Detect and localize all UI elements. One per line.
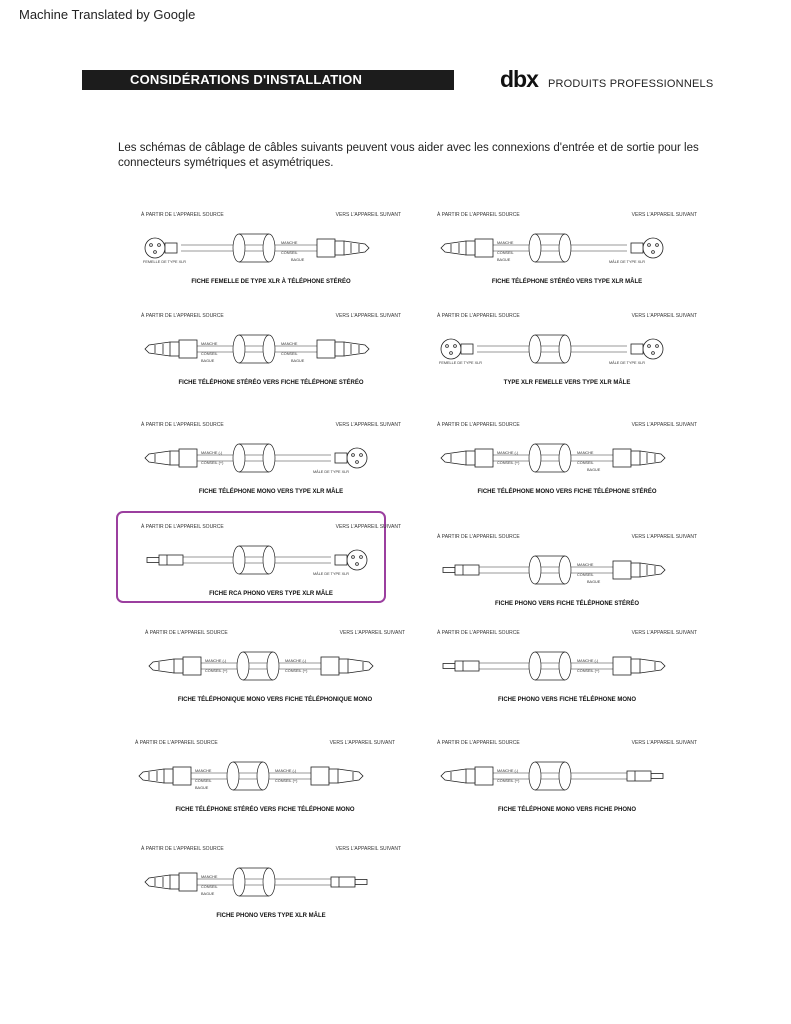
cable-shield [233,234,275,262]
ring-label: BAGUE [201,359,215,363]
destination-device-label: VERS L'APPAREIL SUIVANT [335,524,401,530]
wiring-diagram [437,313,697,395]
sleeve-label: MANCHE [201,875,218,879]
diagram-caption: FICHE TÉLÉPHONE MONO VERS TYPE XLR MÂLE [198,489,344,495]
tip-label: CONSEIL [201,352,218,356]
ring-label: BAGUE [587,580,601,584]
sleeve-label: MANCHE [281,241,298,245]
wiring-diagram [141,524,401,606]
tip-label: CONSEIL (+) [201,461,224,465]
source-device-label: À PARTIR DE L'APPAREIL SOURCE [437,534,520,540]
wiring-diagram [437,740,697,822]
wiring-diagram [141,212,401,294]
cable-shield [233,335,275,363]
cable-drawing [135,746,367,808]
cable-drawing [141,530,373,592]
trs-connector [317,340,369,358]
cable-drawing [437,746,669,808]
cable-shield [233,444,275,472]
source-device-label: À PARTIR DE L'APPAREIL SOURCE [141,212,224,218]
source-device-label: À PARTIR DE L'APPAREIL SOURCE [437,313,520,319]
xlr-connector [631,238,663,258]
destination-device-label: VERS L'APPAREIL SUIVANT [335,846,401,852]
diagram-caption: FICHE RCA PHONO VERS TYPE XLR MÂLE [209,591,333,597]
tip-label: CONSEIL [577,573,594,577]
sleeve-label: MANCHE [577,451,594,455]
source-device-label: À PARTIR DE L'APPAREIL SOURCE [141,313,224,319]
tip-label: CONSEIL [577,461,594,465]
right-connector-note: MÂLE DE TYPE XLR [609,361,646,365]
destination-device-label: VERS L'APPAREIL SUIVANT [631,740,697,746]
wiring-diagram [145,630,405,712]
cable-shield [233,546,275,574]
wiring-diagram [141,422,401,504]
diagram-caption: FICHE TÉLÉPHONE STÉRÉO VERS TYPE XLR MÂLE [491,279,643,285]
trs-connector [145,340,197,358]
trs-connector [145,873,197,891]
destination-device-label: VERS L'APPAREIL SUIVANT [631,313,697,319]
destination-device-label: VERS L'APPAREIL SUIVANT [631,212,697,218]
rca-connector [147,555,183,565]
sleeve-label: MANCHE (-) [497,451,519,455]
diagram-caption: FICHE TÉLÉPHONE STÉRÉO VERS FICHE TÉLÉPHONE MONO [175,807,355,813]
xlr-connector [631,339,663,359]
sleeve-label: MANCHE (-) [201,451,223,455]
tip-label: CONSEIL (+) [205,669,228,673]
destination-device-label: VERS L'APPAREIL SUIVANT [335,212,401,218]
wiring-diagram [437,534,697,616]
diagram-caption: FICHE FEMELLE DE TYPE XLR À TÉLÉPHONE STÉRÉO [191,279,351,285]
intro-paragraph: Les schémas de câblage de câbles suivants peuvent vous aider avec les connexions d'entrée et de sortie pour les connecteurs symétriques et asymétriques. [118,142,699,169]
destination-device-label: VERS L'APPAREIL SUIVANT [631,534,697,540]
cable-drawing [141,218,373,280]
cable-wires [477,663,627,669]
machine-translation-notice: Machine Translated by Google [19,7,196,22]
source-device-label: À PARTIR DE L'APPAREIL SOURCE [135,740,218,746]
dbx-logo: dbx [500,66,538,92]
ts-connector [149,657,201,675]
cable-drawing [437,218,669,280]
right-connector-note: MÂLE DE TYPE XLR [609,260,646,264]
sleeve-label: MANCHE (-) [285,659,307,663]
sleeve-label: MANCHE (-) [205,659,227,663]
tip-label: CONSEIL [281,352,298,356]
xlr-connector [145,238,177,258]
trs-connector [613,561,665,579]
source-device-label: À PARTIR DE L'APPAREIL SOURCE [141,524,224,530]
diagram-caption: FICHE TÉLÉPHONE MONO VERS FICHE PHONO [497,807,636,813]
sleeve-label: MANCHE (-) [275,769,297,773]
trs-connector [613,449,665,467]
source-device-label: À PARTIR DE L'APPAREIL SOURCE [141,846,224,852]
sleeve-label: MANCHE (-) [577,659,599,663]
cable-shield [529,652,571,680]
cable-drawing [145,636,377,698]
ring-label: BAGUE [201,892,215,896]
trs-connector [139,767,191,785]
ts-connector [441,449,493,467]
cable-drawing [141,428,373,490]
right-connector-note: MÂLE DE TYPE XLR [313,572,350,576]
ring-label: BAGUE [497,258,511,262]
brand-label: PRODUITS PROFESSIONNELS [548,78,714,90]
destination-device-label: VERS L'APPAREIL SUIVANT [339,630,405,636]
tip-label: CONSEIL (+) [577,669,600,673]
cable-drawing [437,319,669,381]
rca-connector [331,877,367,887]
sleeve-label: MANCHE [577,563,594,567]
section-title: CONSIDÉRATIONS D'INSTALLATION [130,72,363,87]
diagram-caption: FICHE TÉLÉPHONE MONO VERS FICHE TÉLÉPHONE STÉRÉO [477,489,657,495]
ts-connector [441,767,493,785]
ts-connector [613,657,665,675]
xlr-connector [335,550,367,570]
source-device-label: À PARTIR DE L'APPAREIL SOURCE [437,630,520,636]
ts-connector [311,767,363,785]
left-connector-note: FEMELLE DE TYPE XLR [439,361,482,365]
trs-connector [441,239,493,257]
source-device-label: À PARTIR DE L'APPAREIL SOURCE [141,422,224,428]
diagram-caption: FICHE TÉLÉPHONIQUE MONO VERS FICHE TÉLÉPHONIQUE MONO [177,697,373,703]
source-device-label: À PARTIR DE L'APPAREIL SOURCE [437,740,520,746]
wiring-diagram [437,212,697,294]
ts-connector [145,449,197,467]
cable-shield [529,444,571,472]
tip-label: CONSEIL [201,885,218,889]
wiring-diagram [135,740,395,822]
rca-connector [443,565,479,575]
cable-drawing [437,636,669,698]
tip-label: CONSEIL (+) [497,779,520,783]
trs-connector [317,239,369,257]
wiring-diagram [437,630,697,712]
wiring-diagram [141,846,401,928]
diagram-caption: FICHE PHONO VERS FICHE TÉLÉPHONE MONO [497,697,636,703]
tip-label: CONSEIL [195,779,212,783]
ring-label: BAGUE [195,786,209,790]
sleeve-label: MANCHE [281,342,298,346]
cable-wires [477,346,627,352]
cable-wires [477,567,627,573]
ts-connector [321,657,373,675]
cable-shield [233,868,275,896]
diagram-caption: TYPE XLR FEMELLE VERS TYPE XLR MÂLE [503,380,631,386]
tip-label: CONSEIL [281,251,298,255]
diagram-caption: FICHE PHONO VERS TYPE XLR MÂLE [216,913,326,919]
source-device-label: À PARTIR DE L'APPAREIL SOURCE [437,422,520,428]
cable-drawing [437,428,669,490]
wiring-diagram [437,422,697,504]
ring-label: BAGUE [587,468,601,472]
cable-shield [529,335,571,363]
source-device-label: À PARTIR DE L'APPAREIL SOURCE [437,212,520,218]
source-device-label: À PARTIR DE L'APPAREIL SOURCE [145,630,228,636]
sleeve-label: MANCHE [497,241,514,245]
destination-device-label: VERS L'APPAREIL SUIVANT [335,422,401,428]
xlr-connector [441,339,473,359]
tip-label: CONSEIL (+) [285,669,308,673]
sleeve-label: MANCHE (-) [497,769,519,773]
cable-drawing [141,319,373,381]
destination-device-label: VERS L'APPAREIL SUIVANT [631,422,697,428]
cable-wires [181,245,331,251]
destination-device-label: VERS L'APPAREIL SUIVANT [329,740,395,746]
rca-connector [443,661,479,671]
cable-shield [237,652,279,680]
right-connector-note: MÂLE DE TYPE XLR [313,470,350,474]
destination-device-label: VERS L'APPAREIL SUIVANT [335,313,401,319]
destination-device-label: VERS L'APPAREIL SUIVANT [631,630,697,636]
cable-drawing [141,852,373,914]
rca-connector [627,771,663,781]
cable-drawing [437,540,669,602]
cable-shield [529,556,571,584]
cable-shield [227,762,269,790]
wiring-diagram [141,313,401,395]
xlr-connector [335,448,367,468]
cable-wires [181,557,331,563]
ring-label: BAGUE [291,258,305,262]
tip-label: CONSEIL [497,251,514,255]
sleeve-label: MANCHE [195,769,212,773]
section-header-bar [82,70,454,90]
sleeve-label: MANCHE [201,342,218,346]
tip-label: CONSEIL (+) [497,461,520,465]
diagram-caption: FICHE PHONO VERS FICHE TÉLÉPHONE STÉRÉO [494,601,640,607]
cable-shield [529,234,571,262]
tip-label: CONSEIL (+) [275,779,298,783]
ring-label: BAGUE [291,359,305,363]
cable-shield [529,762,571,790]
left-connector-note: FEMELLE DE TYPE XLR [143,260,186,264]
diagram-caption: FICHE TÉLÉPHONE STÉRÉO VERS FICHE TÉLÉPHONE STÉRÉO [178,380,364,386]
